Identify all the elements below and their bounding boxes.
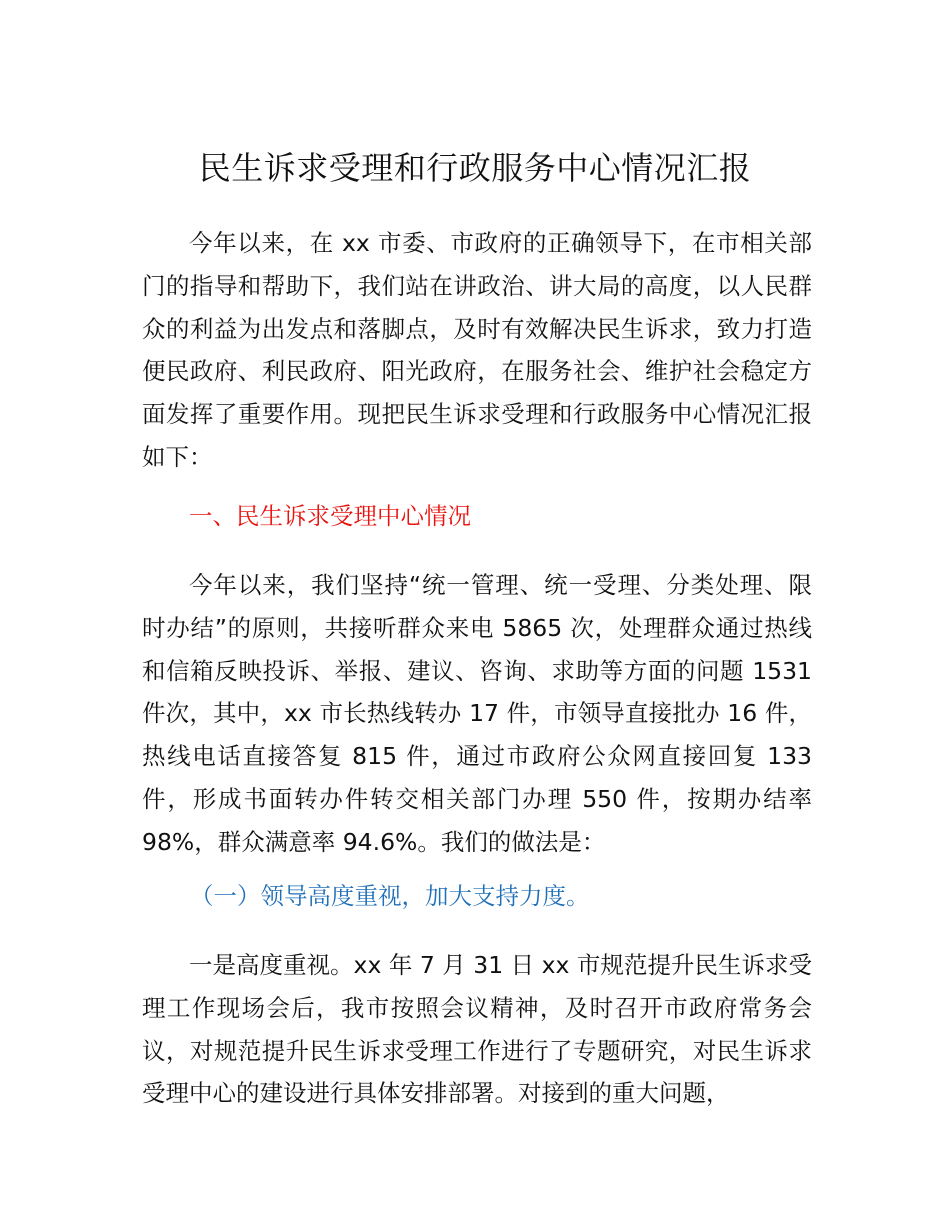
subsection-heading-1: （一）领导高度重视，加大支持力度。 bbox=[190, 882, 590, 910]
subsection-1-paragraph: 一是高度重视。xx 年 7 月 31 日 xx 市规范提升民生诉求受理工作现场会后，我市按照会议精神，及时召开市政府常务会议，对规范提升民生诉求受理工作进行了专题研究，对民生诉求受理中心的建设进行具体安排部署。对接到的重大问题， bbox=[142, 951, 812, 1108]
section-heading-1: 一、民生诉求受理中心情况 bbox=[189, 502, 471, 530]
section-1-paragraph: 今年以来，我们坚持“统一管理、统一受理、分类处理、限时办结”的原则，共接听群众来电 5865 次，处理群众通过热线和信箱反映投诉、举报、建议、咨询、求助等方面的问题 1531 件次，其中，xx 市长热线转办 17 件，市领导直接批办 16 件，热线电话直接答复 815 件，通过市政府公众网直接回复 133 件，形成书面转办件转交相关部门办理 550 件，按期办结率 98%，群众满意率 94.6%。我们的做法是： bbox=[142, 571, 812, 856]
intro-paragraph: 今年以来，在 xx 市委、市政府的正确领导下，在市相关部门的指导和帮助下，我们站在讲政治、讲大局的高度，以人民群众的利益为出发点和落脚点，及时有效解决民生诉求，致力打造便民政府、利民政府、阳光政府，在服务社会、维护社会稳定方面发挥了重要作用。现把民生诉求受理和行政服务中心情况汇报如下： bbox=[142, 229, 812, 471]
document-title: 民生诉求受理和行政服务中心情况汇报 bbox=[198, 149, 752, 187]
